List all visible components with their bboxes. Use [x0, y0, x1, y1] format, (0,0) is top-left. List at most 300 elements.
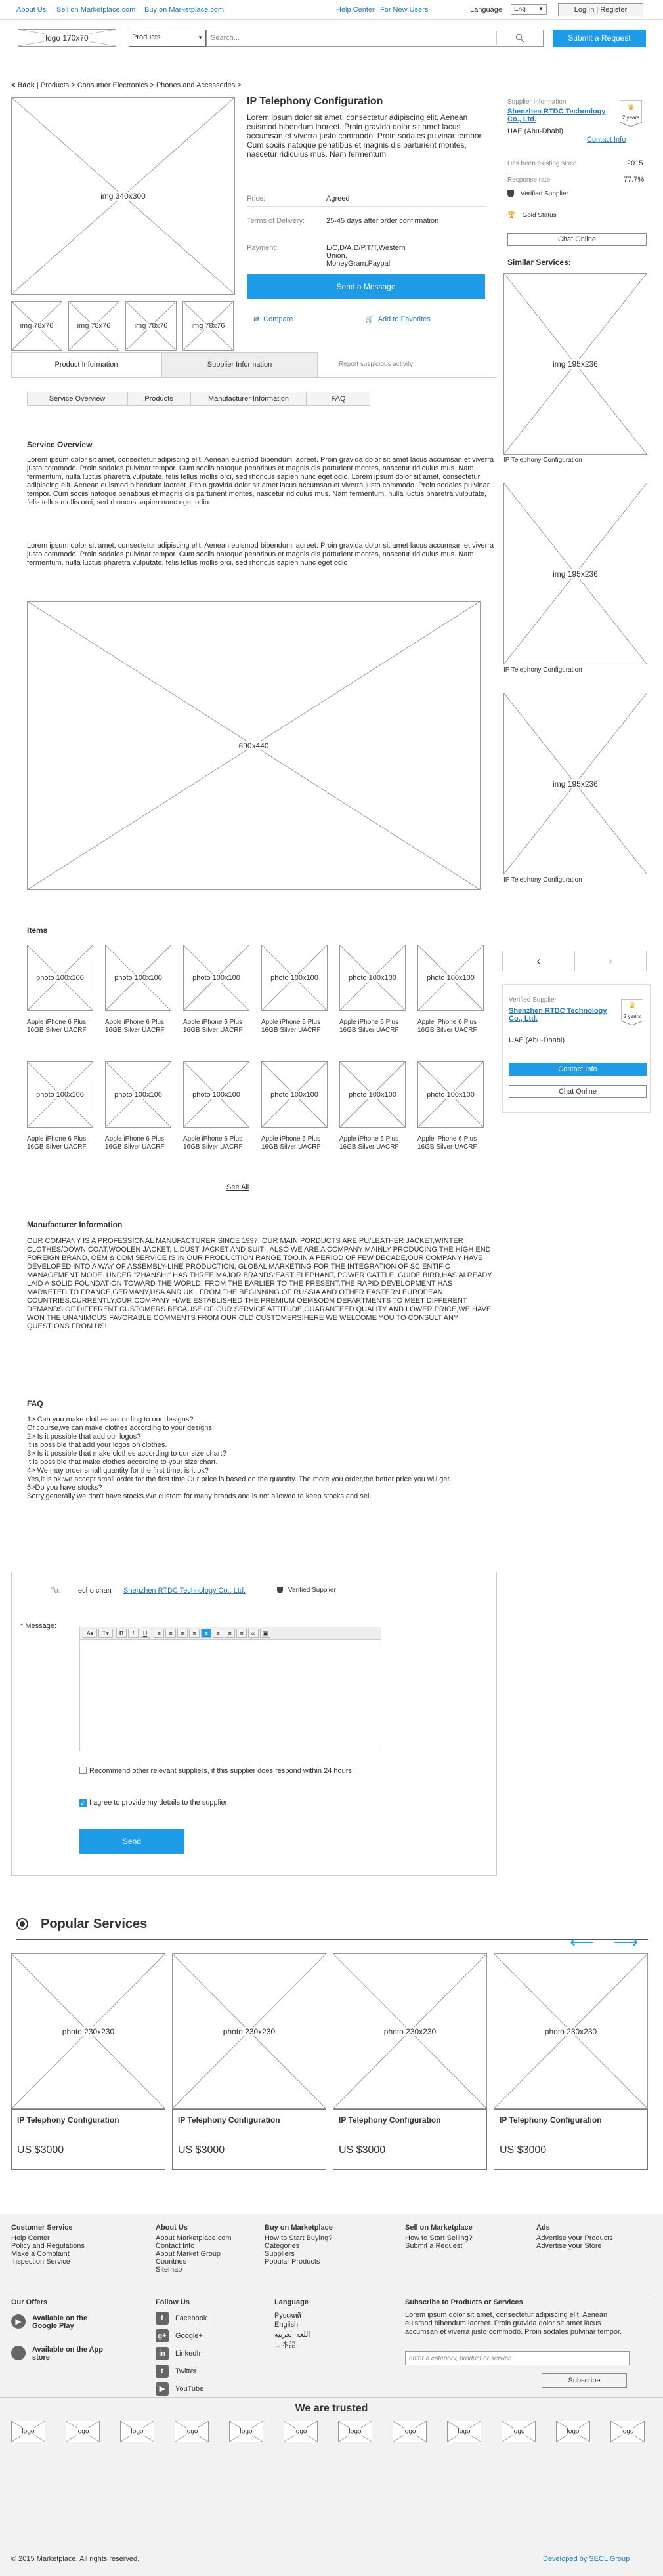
footer-link[interactable]: Popular Products — [265, 2258, 320, 2266]
product-thumbnail[interactable] — [182, 301, 234, 351]
popular-service-card[interactable] — [172, 1953, 326, 2170]
compare-link[interactable] — [253, 315, 293, 323]
bold-tool[interactable]: B — [116, 1629, 127, 1638]
facebook-icon: f — [156, 2312, 169, 2325]
image-label: logo — [22, 2428, 35, 2435]
trusted-logo[interactable] — [175, 2421, 209, 2442]
image-label: photo 230x230 — [223, 2026, 276, 2036]
item-caption[interactable]: Apple iPhone 6 Plus 16GB Silver UACRF — [105, 1135, 165, 1151]
message-form — [11, 1572, 497, 1876]
language-value: Eng — [514, 6, 526, 13]
trusted-logo[interactable] — [229, 2421, 263, 2442]
breadcrumb — [11, 81, 242, 89]
trusted-logo[interactable] — [610, 2421, 645, 2442]
gold-label: Gold Status — [522, 212, 557, 219]
product-thumbnail[interactable] — [68, 301, 119, 351]
image-label: photo 100x100 — [349, 1090, 396, 1099]
delivery-label: Terms of Delivery: — [247, 217, 305, 225]
search-placeholder: Search... — [211, 34, 240, 42]
image-label: photo 100x100 — [36, 1090, 84, 1099]
linkedin-icon: in — [156, 2347, 169, 2360]
footer-column — [405, 2224, 523, 2250]
similar-service-caption[interactable]: IP Telephony Configuration — [503, 457, 582, 464]
image-label: logo — [240, 2428, 253, 2435]
manufacturer-text: OUR COMPANY IS A PROFESSIONAL MANUFACTURER SINCE 1997. OUR MAIN PORDUCTS ARE PU/LEATHER JACKET,WINTER CLOTHES/DOWN COAT,WOOLEN JACKET, L,DUST JACKET AND SUIT . ALSO WE ARE A COMPANY MAINLY PRODUCING THE HIGH END FOREIGN BRAND, OEM & ODM SERVICE IS IN OUR PRODUCTION RANGE TOO.IN A PERIOD OF FEW DECADE,OUR COMPANY HAVE DEVELOPED INTO A WAY OF ASSEMBLY-LINE PRODUCTION, GLOBAL MARKETING FOR THE INTEGRATION OF SCIENTIFIC MANAGEMENT MODE. UNDER "ZHANSHI" HAS THREE MAJOR BRANDS:EAST ELEPHANT, POWER CATTLE, GUIDE BIRD,HAS ALREADY LAID A SOLID FOUNDATION TOWARD THE WORLD. FROM THE EARLIER TO THE PRESENT,THE RAPID DEVELOPMENT HAS MARKETED TO FRANCE,GERMANY,USA AND UK . FROM THE BEGINNING OF RUSSIA AND OTHER EASTERN EUROPEAN COUNTRIES.CURRENTLY,OUR COMPANY HAVE ESTABLISHED THE PREMIUM OEM&ODM DEPARTMENTS TO MEET DIFFERENT DEMANDS OF DIFFERENT CUSTOMERS.BECAUSE OF OUR SERVICE ATTITUDE,GUARANTEED QUALITY AND LOWER PRICE,WE HAVE WON THE UNANIMOUS FAVORABLE COMMENTS FROM OUR OLD CUSTOMERS!HERE WE WELCOME YOU TO CONSULT ANY QUESTIONS FROM US! — [27, 1237, 492, 1330]
image-label: logo — [294, 2428, 307, 2435]
shield-icon — [277, 1587, 283, 1593]
delivery-value: 25-45 days after order confirmation — [326, 217, 439, 225]
image-label: photo 100x100 — [192, 1090, 240, 1099]
item-photo[interactable] — [339, 1061, 406, 1128]
divider — [0, 2397, 663, 2398]
google-play-label: Available on the Google Play — [32, 2314, 87, 2330]
trusted-logo[interactable] — [284, 2421, 318, 2442]
popular-service-title[interactable]: IP Telephony Configuration — [500, 2116, 602, 2125]
logo-label: logo 170x70 — [45, 33, 89, 43]
item-caption[interactable]: Apple iPhone 6 Plus 16GB Silver UACRF — [183, 1135, 243, 1151]
footer-column — [156, 2224, 274, 2274]
supplier-location: UAE (Abu-Dhabi) — [509, 1036, 565, 1044]
svg-text:♛: ♛ — [628, 1001, 636, 1010]
subtab-faq[interactable]: FAQ — [307, 392, 370, 406]
footer-column-title: Sell on Marketplace — [405, 2224, 473, 2232]
subtab-service-overview[interactable]: Service Overview — [27, 392, 127, 406]
agree-checkbox[interactable]: ✓ — [80, 1800, 86, 1807]
font-size-tool[interactable]: A▾ — [83, 1629, 97, 1638]
item-caption[interactable]: Apple iPhone 6 Plus 16GB Silver UACRF — [417, 1135, 477, 1151]
send-message-button[interactable]: Send a Message — [247, 274, 485, 299]
badge-label: 2 years — [623, 1013, 641, 1019]
editor-toolbar — [79, 1627, 381, 1640]
align-center-tool[interactable]: ≡ — [189, 1629, 200, 1638]
faq-list — [27, 1416, 494, 1501]
verified-label: Verified Supplier — [521, 190, 568, 198]
favorites-label: Add to Favorites — [377, 316, 431, 323]
item-photo[interactable] — [105, 1061, 171, 1128]
youtube-icon: ▶ — [156, 2382, 169, 2396]
overview-image[interactable] — [27, 601, 481, 890]
subscribe-placeholder: enter a category, product or service — [409, 2355, 512, 2362]
language-option[interactable]: Русский — [274, 2312, 301, 2320]
image-label: photo 100x100 — [427, 1090, 475, 1099]
search-icon — [515, 33, 524, 43]
similar-service-image[interactable] — [503, 693, 647, 874]
faq-line: It is possible that add your logos on clothes. — [27, 1441, 167, 1449]
footer-link[interactable]: Policy and Regulations — [11, 2242, 85, 2250]
main-image-label: img 340x300 — [100, 191, 146, 201]
social-link-google[interactable] — [156, 2329, 234, 2344]
popular-service-price: US $3000 — [178, 2144, 225, 2156]
app-store-label: Available on the App store — [32, 2346, 103, 2361]
trusted-logo[interactable] — [120, 2421, 154, 2442]
image-tool[interactable]: ▣ — [260, 1629, 270, 1638]
top-bar — [0, 0, 663, 20]
item-caption[interactable]: Apple iPhone 6 Plus 16GB Silver UACRF — [261, 1019, 321, 1034]
footer-link[interactable]: Make a Complaint — [11, 2250, 70, 2258]
popular-service-card[interactable] — [494, 1953, 648, 2170]
agree-row[interactable] — [79, 1799, 227, 1807]
supplier-info-label: Supplier Information — [507, 98, 567, 106]
item-photo[interactable] — [417, 945, 484, 1011]
agree-label: I agree to provide my details to the supplier — [89, 1799, 228, 1807]
product-description: Lorem ipsum dolor sit amet, consectetur adipiscing elit. Aenean euismod bibendum laoreet. Proin gravida dolor sit amet lacus accumsan et viverra justo commodo. Proin sodales pulvinar tempor. Cum sociis natoque penatibus et magnis dis parturient montes, nascetur ridiculus mus. Nam fermentum — [247, 113, 484, 159]
divider — [247, 206, 486, 207]
footer-column-title: About Us — [156, 2224, 188, 2232]
to-company-link[interactable]: Shenzhen RTDC Technology Co., Ltd. — [123, 1587, 246, 1595]
recommend-row[interactable] — [79, 1767, 355, 1776]
social-label: YouTube — [175, 2385, 204, 2393]
similar-carousel-nav — [502, 951, 647, 971]
verified-supplier-label: Verified Supplier — [509, 996, 557, 1004]
chat-online-button[interactable]: Chat Online — [509, 1085, 647, 1098]
social-label: LinkedIn — [175, 2350, 203, 2358]
item-caption[interactable]: Apple iPhone 6 Plus 16GB Silver UACRF — [27, 1019, 87, 1034]
chat-online-button[interactable]: Chat Online — [507, 233, 647, 246]
image-label: img 78x76 — [134, 322, 168, 330]
sell-link[interactable]: Sell on Marketplace.com — [56, 6, 136, 14]
trusted-logo[interactable] — [11, 2421, 45, 2442]
add-favorites-link[interactable] — [365, 315, 431, 323]
buy-link[interactable]: Buy on Marketplace.com — [144, 6, 225, 14]
popular-services-title: Popular Services — [41, 1917, 148, 1931]
submit-request-button[interactable]: Submit a Request — [553, 30, 646, 47]
popular-service-card[interactable] — [333, 1953, 487, 2170]
footer-link[interactable]: Countries — [156, 2258, 187, 2266]
next-arrow-icon[interactable]: › — [609, 954, 612, 968]
image-label: photo 230x230 — [383, 2026, 437, 2036]
trophy-icon: 🏆 — [507, 212, 516, 219]
contact-info-link[interactable]: Contact Info — [587, 136, 626, 144]
footer-column — [11, 2224, 129, 2266]
items-title: Items — [27, 926, 48, 935]
language-option[interactable]: 日本語 — [274, 2341, 296, 2349]
image-label: logo — [185, 2428, 198, 2435]
popular-service-title[interactable]: IP Telephony Configuration — [339, 2116, 441, 2125]
language-option[interactable]: اللغة العربية — [274, 2331, 310, 2339]
cart-icon: 🛒 — [365, 316, 374, 323]
footer-link[interactable]: Advertise your Products — [536, 2234, 613, 2242]
language-title: Language — [274, 2299, 309, 2306]
faq-line: Of course,we can make clothes according to your designs. — [27, 1424, 214, 1432]
justify-tool[interactable]: ≡ — [213, 1629, 223, 1638]
image-label: img 195x236 — [553, 779, 598, 788]
help-center-link[interactable]: Help Center — [336, 6, 375, 14]
see-all-link[interactable]: See All — [226, 1183, 249, 1191]
divider — [494, 2109, 647, 2110]
search-button[interactable] — [496, 31, 542, 45]
supplier-name-link[interactable]: Shenzhen RTDC Technology Co., Ltd. — [507, 108, 606, 123]
indent-tool[interactable]: ≡ — [225, 1629, 235, 1638]
service-overview-paragraph: Lorem ipsum dolor sit amet, consectetur adipiscing elit. Aenean euismod bibendum laoreet. Proin gravida dolor sit amet lacus accumsan et viverra justo commodo. Proin sodales pulvinar tempor. Cum sociis natoque penatibus et magnis dis parturient montes, nascetur ridiculus mus. Nam fermentum, nulla luctus pharetra vulputate, felis tellus mollis orci, sed rhoncus sapien nunc eget odio. Lorem ipsum dolor sit amet, consectetur adipiscing elit. Aenean euismod bibendum laoreet. Proin gravida dolor sit amet lacus accumsan et viverra justo commodo. Proin sodales pulvinar tempor. Cum sociis natoque penatibus et magnis dis parturient montes, nascetur ridiculus mus. Nam fermentum, nulla luctus pharetra vulputate, felis tellus mollis orci, sed rhoncus sapien nunc eget odio. — [27, 456, 494, 506]
footer-link[interactable]: Contact Info — [156, 2242, 195, 2250]
message-label: * Message: — [20, 1622, 57, 1630]
contact-info-button[interactable]: Contact Info — [509, 1063, 647, 1076]
align-left-tool[interactable]: ≡ — [177, 1629, 188, 1638]
item-caption[interactable]: Apple iPhone 6 Plus 16GB Silver UACRF — [339, 1135, 399, 1151]
app-store-badge[interactable] — [11, 2343, 116, 2364]
similar-service-caption[interactable]: IP Telephony Configuration — [503, 666, 582, 674]
badge-label: 2 years — [622, 115, 640, 121]
divider — [16, 1939, 648, 1940]
faq-line: 1> Can you make clothes according to our designs? — [27, 1416, 194, 1423]
next-arrow-icon[interactable]: ⟶ — [614, 1932, 639, 1952]
faq-line: 3> Is it possible that make clothes according to our size chart? — [27, 1450, 226, 1458]
item-caption[interactable]: Apple iPhone 6 Plus 16GB Silver UACRF — [261, 1135, 321, 1151]
image-label: logo — [621, 2428, 634, 2435]
social-link-linkedin[interactable] — [156, 2347, 234, 2361]
popular-service-photo[interactable] — [333, 1953, 487, 2109]
trusted-logo[interactable] — [502, 2421, 536, 2442]
footer-column — [265, 2224, 383, 2266]
social-link-facebook[interactable] — [156, 2312, 234, 2326]
popular-service-price: US $3000 — [339, 2144, 386, 2156]
popular-service-photo[interactable] — [494, 1953, 648, 2109]
years-badge — [620, 100, 642, 127]
overview-image-label: 690x440 — [238, 741, 269, 750]
item-caption[interactable]: Apple iPhone 6 Plus 16GB Silver UACRF — [417, 1019, 477, 1034]
similar-services-title: Similar Services: — [507, 258, 571, 267]
item-photo[interactable] — [105, 945, 171, 1011]
category-select[interactable] — [129, 30, 206, 47]
payment-value: L/C,D/A,D/P,T/T,Western Union, MoneyGram,Paypal — [326, 244, 406, 268]
trusted-title: We are trusted — [295, 2403, 368, 2414]
trusted-logo[interactable] — [556, 2421, 590, 2442]
recommend-checkbox[interactable] — [79, 1767, 87, 1774]
twitter-icon: t — [156, 2365, 169, 2378]
popular-service-photo[interactable] — [11, 1953, 165, 2109]
heading-tool[interactable]: T▾ — [98, 1629, 113, 1638]
similar-service-image[interactable] — [503, 483, 647, 664]
follow-us-title: Follow Us — [156, 2299, 190, 2306]
item-photo[interactable] — [417, 1061, 484, 1128]
image-label: img 195x236 — [553, 359, 598, 369]
google-plus-icon: g+ — [156, 2329, 169, 2342]
image-label: img 78x76 — [191, 322, 225, 330]
image-label: logo — [458, 2428, 471, 2435]
footer-link[interactable]: Categories — [265, 2242, 300, 2250]
faq-line: Sorry,generally we don't have stocks.We custom for many brands and is not allowed to keep stocks and sell. — [27, 1492, 373, 1500]
to-label: To: — [51, 1587, 60, 1595]
faq-title: FAQ — [27, 1399, 43, 1408]
item-photo[interactable] — [27, 1061, 93, 1128]
gold-status-row — [507, 212, 557, 219]
language-label: Language — [470, 6, 502, 14]
compare-label: Compare — [263, 316, 293, 323]
divider — [12, 2109, 165, 2110]
price-value: Agreed — [326, 195, 350, 203]
image-label: photo 100x100 — [270, 1090, 318, 1099]
send-button[interactable]: Send — [79, 1829, 184, 1854]
product-thumbnail[interactable] — [11, 301, 62, 351]
bullet-list-tool[interactable]: ≡ — [154, 1629, 164, 1638]
similar-service-caption[interactable]: IP Telephony Configuration — [503, 876, 582, 884]
back-link[interactable]: < Back — [11, 81, 35, 89]
image-label: photo 100x100 — [349, 973, 396, 982]
social-link-youtube[interactable] — [156, 2382, 234, 2397]
popular-service-price: US $3000 — [17, 2144, 64, 2156]
language-select[interactable] — [511, 4, 547, 15]
divider — [173, 2109, 326, 2110]
trusted-logo[interactable] — [66, 2421, 100, 2442]
tabs-underline — [11, 377, 497, 378]
popular-icon — [16, 1918, 28, 1930]
item-photo[interactable] — [183, 945, 249, 1011]
shield-icon — [507, 190, 514, 197]
image-label: logo — [76, 2428, 89, 2435]
site-logo[interactable] — [18, 29, 116, 47]
image-label: img 78x76 — [77, 322, 111, 330]
about-us-link[interactable]: About Us — [16, 6, 47, 14]
footer-link[interactable]: About Marketplace.com — [156, 2234, 232, 2242]
trusted-logo[interactable] — [447, 2421, 481, 2442]
footer-column-title: Ads — [536, 2224, 550, 2232]
link-tool[interactable]: ∞ — [248, 1629, 259, 1638]
subscribe-title: Subscribe to Products or Services — [405, 2299, 523, 2306]
align-right-tool[interactable]: ≡ — [201, 1629, 211, 1638]
chevron-down-icon: ▼ — [538, 6, 544, 12]
new-users-link[interactable]: For New Users — [380, 6, 429, 14]
image-label: logo — [403, 2428, 416, 2435]
item-caption[interactable]: Apple iPhone 6 Plus 16GB Silver UACRF — [339, 1019, 399, 1034]
faq-line: Yes,it is ok,we accept small order for the first time.Our price is based on the quantity. The more you order,the better price you will get. — [27, 1475, 452, 1483]
image-label: photo 100x100 — [114, 1090, 162, 1099]
popular-service-price: US $3000 — [500, 2144, 547, 2156]
subtab-manufacturer-information[interactable]: Manufacturer Information — [190, 392, 307, 406]
footer-link[interactable]: Suppliers — [265, 2250, 295, 2258]
developer-link[interactable]: Developed by SECL Group — [543, 2555, 630, 2563]
popular-service-title[interactable]: IP Telephony Configuration — [17, 2116, 119, 2125]
image-label: img 195x236 — [553, 569, 598, 579]
footer-column — [536, 2224, 654, 2250]
service-overview-title: Service Overview — [27, 440, 93, 449]
image-label: logo — [512, 2428, 525, 2435]
google-play-badge[interactable] — [11, 2312, 116, 2333]
payment-label: Payment: — [247, 244, 278, 252]
breadcrumb-trail[interactable]: | Products > Consumer Electronics > Phones and Accessories > — [34, 81, 242, 89]
trusted-logo[interactable] — [338, 2421, 372, 2442]
compare-icon: ⇄ — [253, 316, 260, 323]
prev-arrow-icon[interactable]: ⟵ — [570, 1932, 595, 1952]
image-label: photo 100x100 — [192, 973, 240, 982]
numbered-list-tool[interactable]: ≡ — [165, 1629, 176, 1638]
popular-service-photo[interactable] — [172, 1953, 326, 2109]
item-photo[interactable] — [261, 945, 328, 1011]
italic-tool[interactable]: I — [128, 1629, 139, 1638]
verified-supplier-row — [277, 1587, 336, 1594]
footer-link[interactable]: Inspection Service — [11, 2258, 70, 2266]
item-photo[interactable] — [261, 1061, 328, 1128]
faq-line: It is possible that make clothes according to your size chart. — [27, 1458, 218, 1466]
copyright: © 2015 Marketplace. All rights reserved. — [11, 2555, 140, 2563]
price-label: Price: — [247, 195, 266, 203]
item-photo[interactable] — [339, 945, 406, 1011]
similar-service-image[interactable] — [503, 273, 647, 455]
image-label: logo — [131, 2428, 144, 2435]
image-label: photo 100x100 — [36, 973, 84, 982]
product-thumbnail[interactable] — [125, 301, 177, 351]
image-label: img 78x76 — [20, 322, 54, 330]
item-caption[interactable]: Apple iPhone 6 Plus 16GB Silver UACRF — [27, 1135, 87, 1151]
product-title: IP Telephony Configuration — [247, 96, 383, 107]
tab-supplier-information[interactable]: Supplier Information — [161, 352, 318, 377]
prev-arrow-icon[interactable]: ‹ — [503, 951, 575, 971]
image-label: logo — [349, 2428, 362, 2435]
language-option[interactable]: English — [274, 2321, 299, 2329]
search-input[interactable] — [206, 30, 544, 47]
faq-line: 4> We may order small quantity for the first time, is it ok? — [27, 1467, 209, 1475]
subscribe-button[interactable]: Subscribe — [542, 2373, 627, 2388]
popular-service-card[interactable] — [11, 1953, 165, 2170]
footer-link[interactable]: Help Center — [11, 2234, 50, 2242]
tab-product-information[interactable]: Product Information — [11, 352, 161, 377]
recommend-label: Recommend other relevant suppliers, if this supplier does respond within 24 hours. — [89, 1767, 354, 1775]
subscribe-input[interactable] — [405, 2351, 630, 2365]
footer-link[interactable]: About Market Group — [156, 2250, 221, 2258]
underline-tool[interactable]: U — [140, 1629, 150, 1638]
social-label: Twitter — [175, 2367, 197, 2375]
item-caption[interactable]: Apple iPhone 6 Plus 16GB Silver UACRF — [183, 1019, 243, 1034]
verified-label: Verified Supplier — [288, 1587, 336, 1594]
chevron-down-icon: ▼ — [198, 35, 203, 41]
report-activity-link[interactable]: Report suspicious activity — [339, 361, 413, 368]
image-label: photo 100x100 — [427, 973, 475, 982]
social-link-twitter[interactable] — [156, 2365, 234, 2379]
our-offers-title: Our Offers — [11, 2299, 48, 2306]
service-overview-paragraph: Lorem ipsum dolor sit amet, consectetur adipiscing elit. Aenean euismod bibendum laoreet. Proin gravida dolor sit amet lacus accumsan et viverra justo commodo. Proin sodales pulvinar tempor. Cum sociis natoque penatibus et magnis dis parturient montes, nascetur ridiculus mus. Nam fermentum, nulla luctus pharetra vulputate, felis tellus mollis orci, sed rhoncus sapien nunc eget odio — [27, 542, 494, 567]
footer-link[interactable]: Submit a Request — [405, 2242, 463, 2250]
product-main-image[interactable] — [11, 97, 235, 295]
manufacturer-title: Manufacturer Information — [27, 1220, 123, 1229]
verified-row — [507, 190, 568, 197]
social-label: Google+ — [175, 2332, 203, 2340]
subtab-products[interactable]: Products — [127, 392, 190, 406]
existing-since-value: 2015 — [627, 159, 643, 167]
popular-service-title[interactable]: IP Telephony Configuration — [178, 2116, 280, 2125]
image-label: photo 230x230 — [544, 2026, 597, 2036]
divider — [333, 2109, 486, 2110]
item-caption[interactable]: Apple iPhone 6 Plus 16GB Silver UACRF — [105, 1019, 165, 1034]
faq-line: 5>Do you have stocks? — [27, 1484, 102, 1492]
supplier-card — [502, 984, 651, 1113]
existing-since-label: Has been existing since — [507, 160, 577, 167]
item-photo[interactable] — [183, 1061, 249, 1128]
footer-link[interactable]: How to Start Selling? — [405, 2234, 473, 2242]
android-icon: ▶ — [11, 2314, 26, 2329]
footer-link[interactable]: Advertise your Store — [536, 2242, 602, 2250]
trusted-logo[interactable] — [393, 2421, 427, 2442]
item-photo[interactable] — [27, 945, 93, 1011]
years-badge — [621, 999, 643, 1025]
svg-text:♛: ♛ — [627, 102, 635, 112]
footer-column-title: Customer Service — [11, 2224, 73, 2232]
footer-link[interactable]: Sitemap — [156, 2266, 182, 2274]
supplier-location: UAE (Abu-Dhabi) — [507, 127, 563, 135]
login-register-button[interactable]: Log In | Register — [558, 3, 643, 16]
social-label: Facebook — [175, 2314, 207, 2322]
faq-line: 2> Is it possible that add our logos? — [27, 1433, 141, 1441]
supplier-name-link[interactable]: Shenzhen RTDC Technology Co., Ltd. — [509, 1007, 607, 1023]
response-rate-label: Response rate — [507, 176, 551, 184]
message-textarea[interactable] — [79, 1640, 381, 1751]
footer — [0, 2214, 663, 2576]
image-label: photo 100x100 — [270, 973, 318, 982]
response-rate-value: 77.7% — [624, 176, 645, 184]
footer-column-title: Buy on Marketplace — [265, 2224, 333, 2232]
image-label: photo 230x230 — [62, 2026, 115, 2036]
footer-link[interactable]: How to Start Buying? — [265, 2234, 333, 2242]
subscribe-text: Lorem ipsum dolor sit amet, consectetur adipiscing elit. Aenean euismod bibendum laoreet. Proin gravida dolor sit amet lacus accumsan et viverra justo commodo. Proin sodales pulvinar tempor. — [405, 2311, 622, 2336]
outdent-tool[interactable]: ≡ — [236, 1629, 247, 1638]
